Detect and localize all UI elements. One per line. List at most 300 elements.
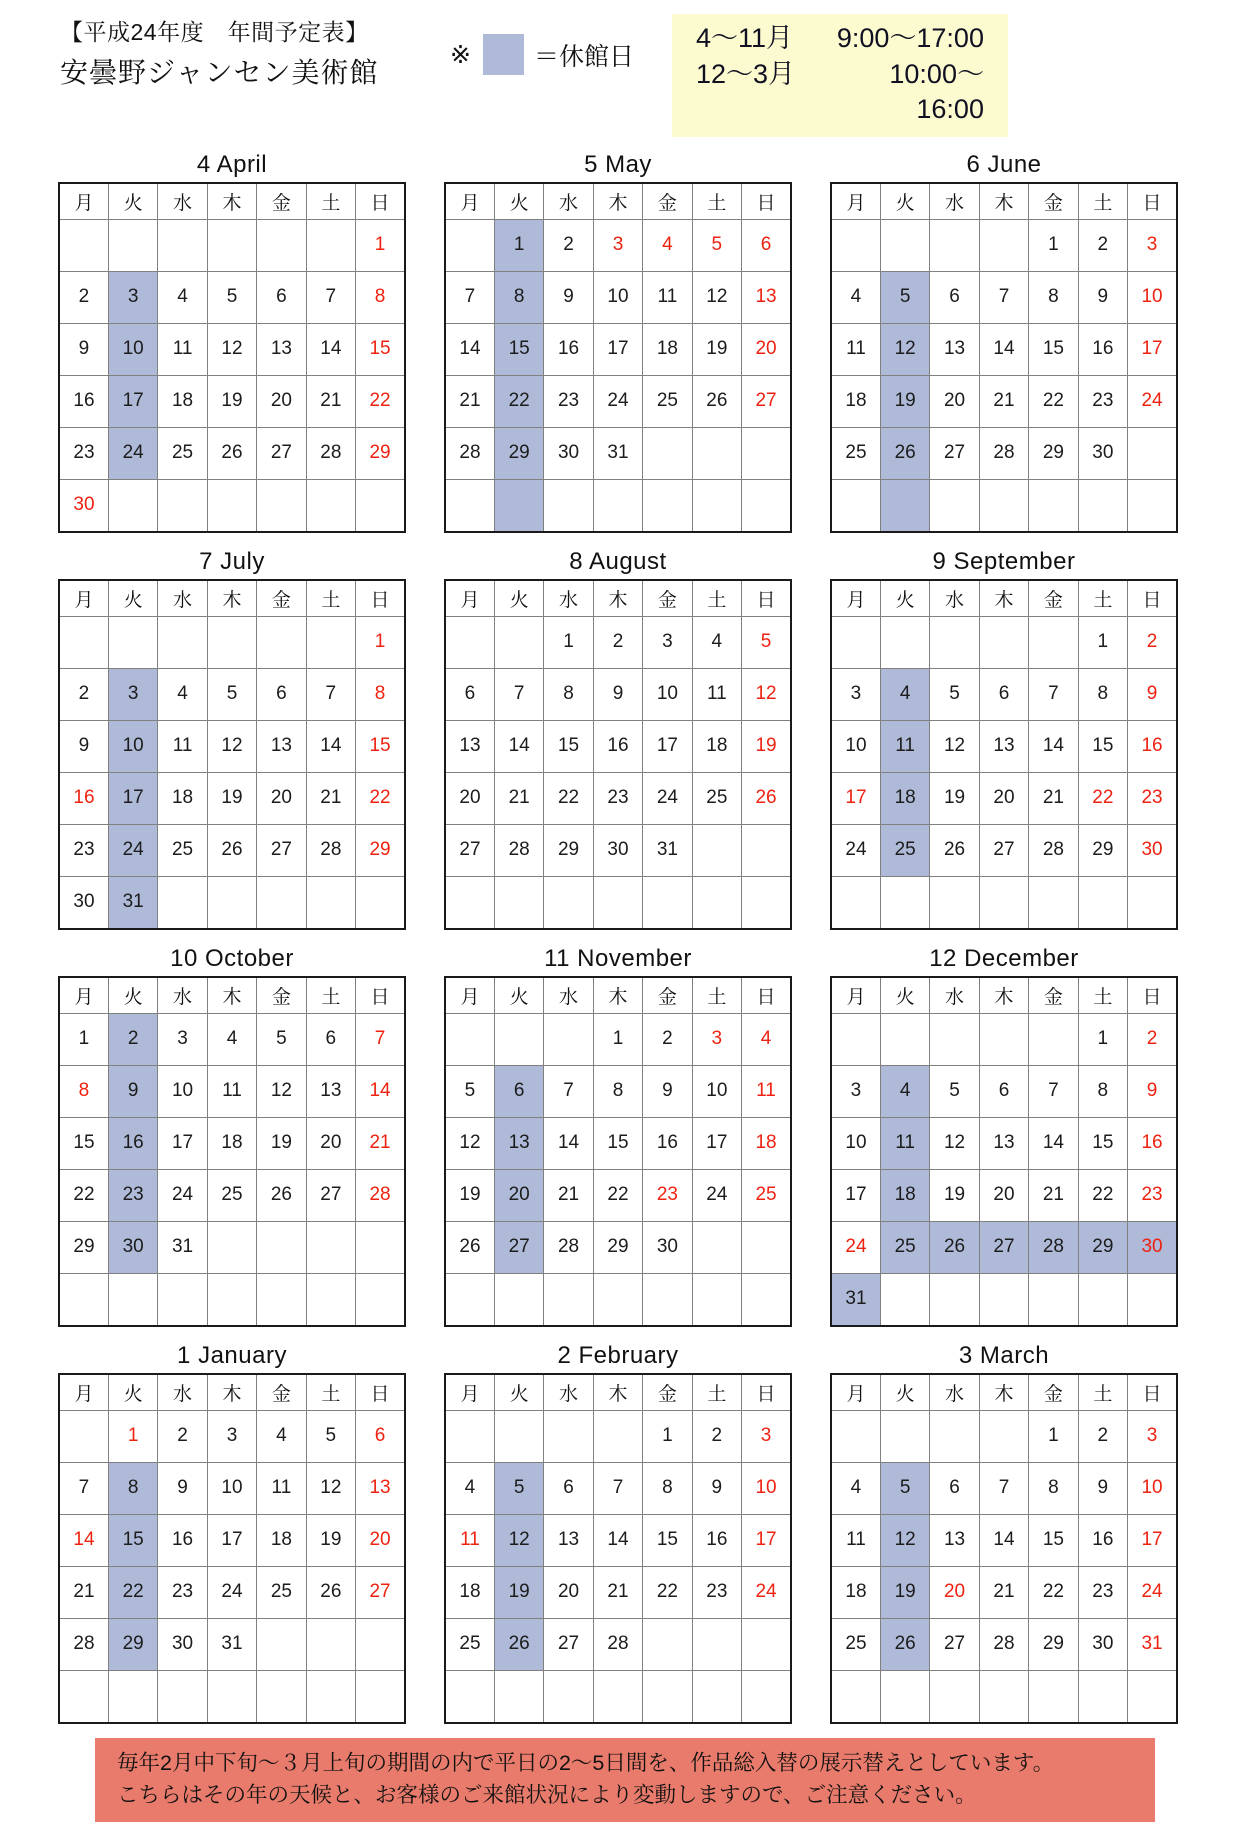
empty-cell (158, 1273, 207, 1326)
closed-day-cell: 16 (108, 1117, 157, 1169)
day-cell: 26 (692, 375, 741, 427)
empty-cell (257, 219, 306, 271)
empty-cell (930, 1670, 979, 1723)
day-cell: 27 (544, 1618, 593, 1670)
month-calendar-table (58, 182, 406, 533)
week-row (59, 1273, 405, 1326)
day-cell: 15 (643, 1514, 692, 1566)
day-cell: 8 (1029, 1462, 1078, 1514)
weekday-header-cell: 木 (207, 1374, 256, 1411)
day-cell: 31 (1128, 1618, 1177, 1670)
month-title: 10 October (170, 944, 294, 972)
day-cell: 21 (356, 1117, 405, 1169)
week-row (59, 323, 405, 375)
day-cell: 21 (445, 375, 494, 427)
closed-day-cell: 24 (108, 824, 157, 876)
day-cell: 20 (356, 1514, 405, 1566)
empty-cell (1128, 876, 1177, 929)
day-cell: 23 (59, 427, 108, 479)
weekday-header-cell: 土 (306, 580, 355, 617)
day-cell: 30 (1078, 1618, 1127, 1670)
empty-cell (158, 219, 207, 271)
closed-day-cell: 31 (831, 1273, 880, 1326)
weekday-header-cell: 金 (643, 183, 692, 220)
weekday-header-cell: 火 (494, 183, 543, 220)
day-cell: 12 (207, 323, 256, 375)
day-cell: 14 (306, 323, 355, 375)
day-cell: 31 (643, 824, 692, 876)
day-cell: 2 (59, 668, 108, 720)
week-row (59, 1013, 405, 1065)
day-cell: 12 (257, 1065, 306, 1117)
weekday-header-cell: 火 (108, 977, 157, 1014)
month-calendar-table (58, 976, 406, 1327)
closed-day-cell: 25 (880, 824, 929, 876)
weekday-header-row (831, 580, 1177, 617)
day-cell: 14 (445, 323, 494, 375)
day-cell: 24 (742, 1566, 791, 1618)
day-cell: 23 (59, 824, 108, 876)
day-cell: 7 (59, 1462, 108, 1514)
week-row (59, 1065, 405, 1117)
empty-cell (445, 1670, 494, 1723)
empty-cell (643, 427, 692, 479)
week-row (831, 323, 1177, 375)
empty-cell (643, 1670, 692, 1723)
month-block (444, 151, 792, 533)
day-cell: 3 (1128, 1410, 1177, 1462)
weekday-header-cell: 月 (831, 977, 880, 1014)
day-cell: 24 (1128, 375, 1177, 427)
day-cell: 9 (1128, 1065, 1177, 1117)
day-cell: 3 (831, 668, 880, 720)
weekday-header-cell: 木 (593, 977, 642, 1014)
weekday-header-cell: 火 (108, 183, 157, 220)
month-calendar-table (58, 579, 406, 930)
month-block (444, 1342, 792, 1724)
day-cell: 25 (207, 1169, 256, 1221)
empty-cell (692, 1618, 741, 1670)
weekday-header-row (445, 183, 791, 220)
day-cell: 4 (445, 1462, 494, 1514)
day-cell: 30 (643, 1221, 692, 1273)
empty-cell (544, 1670, 593, 1723)
day-cell: 7 (306, 668, 355, 720)
empty-cell (979, 219, 1028, 271)
empty-cell (257, 1618, 306, 1670)
day-cell: 11 (158, 720, 207, 772)
weekday-header-cell: 水 (158, 977, 207, 1014)
day-cell: 6 (257, 668, 306, 720)
day-cell: 19 (742, 720, 791, 772)
empty-cell (643, 479, 692, 532)
day-cell: 28 (356, 1169, 405, 1221)
hours-period-dec-mar: 12～3月 (695, 58, 796, 89)
day-cell: 18 (158, 375, 207, 427)
day-cell: 14 (979, 1514, 1028, 1566)
week-row (831, 1462, 1177, 1514)
weekday-header-cell: 水 (158, 1374, 207, 1411)
week-row (59, 1221, 405, 1273)
day-cell: 2 (544, 219, 593, 271)
notice-footer (95, 1738, 1155, 1822)
closed-day-cell: 19 (880, 1566, 929, 1618)
day-cell: 22 (643, 1566, 692, 1618)
weekday-header-cell: 木 (593, 183, 642, 220)
closed-day-legend-label: ＝休館日 (533, 42, 634, 71)
day-cell: 25 (831, 427, 880, 479)
day-cell: 10 (593, 271, 642, 323)
closed-day-cell: 8 (494, 271, 543, 323)
week-row (831, 1273, 1177, 1326)
week-row (445, 1566, 791, 1618)
month-calendar-table (444, 1373, 792, 1724)
closed-day-cell: 4 (880, 668, 929, 720)
empty-cell (979, 1013, 1028, 1065)
day-cell: 8 (643, 1462, 692, 1514)
closed-day-cell: 30 (108, 1221, 157, 1273)
day-cell: 5 (930, 1065, 979, 1117)
day-cell: 27 (979, 824, 1028, 876)
weekday-header-cell: 水 (158, 183, 207, 220)
day-cell: 31 (207, 1618, 256, 1670)
day-cell: 2 (1128, 1013, 1177, 1065)
empty-cell (1029, 1273, 1078, 1326)
closed-day-cell: 17 (108, 375, 157, 427)
day-cell: 4 (831, 271, 880, 323)
day-cell: 9 (643, 1065, 692, 1117)
weekday-header-cell: 日 (356, 580, 405, 617)
empty-cell (979, 1410, 1028, 1462)
week-row (831, 375, 1177, 427)
day-cell: 22 (356, 772, 405, 824)
closed-day-cell: 28 (1029, 1221, 1078, 1273)
day-cell: 10 (158, 1065, 207, 1117)
closed-day-legend (450, 34, 634, 75)
month-title: 3 March (958, 1341, 1050, 1369)
day-cell: 30 (59, 876, 108, 929)
weekday-header-row (831, 977, 1177, 1014)
day-cell: 27 (306, 1169, 355, 1221)
closed-day-cell: 18 (880, 1169, 929, 1221)
day-cell: 5 (207, 668, 256, 720)
empty-cell (831, 219, 880, 271)
day-cell: 14 (494, 720, 543, 772)
weekday-header-cell: 金 (643, 580, 692, 617)
weekday-header-cell: 火 (880, 580, 929, 617)
day-cell: 7 (445, 271, 494, 323)
empty-cell (643, 1273, 692, 1326)
day-cell: 11 (831, 323, 880, 375)
weekday-header-cell: 土 (1078, 580, 1127, 617)
day-cell: 25 (831, 1618, 880, 1670)
week-row (831, 479, 1177, 532)
empty-cell (257, 1273, 306, 1326)
week-row (445, 1169, 791, 1221)
empty-cell (257, 1670, 306, 1723)
day-cell: 2 (59, 271, 108, 323)
day-cell: 26 (207, 824, 256, 876)
weekday-header-cell: 火 (108, 1374, 157, 1411)
month-block (830, 548, 1178, 930)
day-cell: 10 (742, 1462, 791, 1514)
day-cell: 13 (544, 1514, 593, 1566)
weekday-header-cell: 水 (930, 977, 979, 1014)
day-cell: 11 (158, 323, 207, 375)
day-cell: 26 (445, 1221, 494, 1273)
day-cell: 25 (742, 1169, 791, 1221)
weekday-header-cell: 木 (207, 183, 256, 220)
day-cell: 1 (108, 1410, 157, 1462)
weekday-header-cell: 月 (831, 1374, 880, 1411)
weekday-header-cell: 土 (1078, 977, 1127, 1014)
weekday-header-cell: 土 (692, 1374, 741, 1411)
day-cell: 20 (930, 375, 979, 427)
day-cell: 25 (257, 1566, 306, 1618)
month-calendar-table (830, 1373, 1178, 1724)
day-cell: 3 (643, 616, 692, 668)
empty-cell (593, 479, 642, 532)
day-cell: 17 (643, 720, 692, 772)
day-cell: 1 (1078, 1013, 1127, 1065)
day-cell: 22 (1078, 772, 1127, 824)
day-cell: 24 (831, 824, 880, 876)
day-cell: 14 (593, 1514, 642, 1566)
weekday-header-cell: 金 (257, 183, 306, 220)
day-cell: 13 (979, 720, 1028, 772)
empty-cell (445, 1013, 494, 1065)
weekday-header-cell: 日 (742, 183, 791, 220)
closed-day-cell: 10 (108, 720, 157, 772)
closed-day-cell: 29 (108, 1618, 157, 1670)
day-cell: 3 (831, 1065, 880, 1117)
day-cell: 4 (831, 1462, 880, 1514)
day-cell: 16 (1078, 1514, 1127, 1566)
week-row (445, 1462, 791, 1514)
week-row (831, 824, 1177, 876)
day-cell: 8 (1029, 271, 1078, 323)
empty-cell (1029, 616, 1078, 668)
day-cell: 20 (544, 1566, 593, 1618)
closed-day-cell: 22 (108, 1566, 157, 1618)
closed-day-cell: 2 (108, 1013, 157, 1065)
day-cell: 14 (306, 720, 355, 772)
day-cell: 29 (1029, 427, 1078, 479)
day-cell: 10 (1128, 271, 1177, 323)
day-cell: 1 (356, 219, 405, 271)
month-block (444, 548, 792, 930)
empty-cell (544, 876, 593, 929)
empty-cell (445, 219, 494, 271)
day-cell: 18 (445, 1566, 494, 1618)
empty-cell (59, 1273, 108, 1326)
day-cell: 18 (831, 375, 880, 427)
weekday-header-cell: 火 (494, 1374, 543, 1411)
month-calendar-table (830, 579, 1178, 930)
empty-cell (930, 616, 979, 668)
day-cell: 20 (257, 772, 306, 824)
day-cell: 15 (59, 1117, 108, 1169)
empty-cell (1029, 876, 1078, 929)
empty-cell (930, 876, 979, 929)
empty-cell (692, 1221, 741, 1273)
month-title: 8 August (569, 547, 667, 575)
day-cell: 1 (643, 1410, 692, 1462)
empty-cell (356, 876, 405, 929)
empty-cell (1078, 479, 1127, 532)
closed-day-cell: 11 (880, 720, 929, 772)
weekday-header-cell: 月 (831, 183, 880, 220)
day-cell: 21 (979, 375, 1028, 427)
closed-day-cell: 1 (494, 219, 543, 271)
day-cell: 9 (59, 720, 108, 772)
empty-cell (742, 427, 791, 479)
day-cell: 22 (356, 375, 405, 427)
closed-day-cell: 25 (880, 1221, 929, 1273)
weekday-header-cell: 土 (692, 580, 741, 617)
day-cell: 29 (59, 1221, 108, 1273)
week-row (59, 1566, 405, 1618)
closed-day-cell: 27 (494, 1221, 543, 1273)
week-row (831, 1221, 1177, 1273)
week-row (59, 1169, 405, 1221)
closed-day-cell: 17 (108, 772, 157, 824)
day-cell: 6 (930, 1462, 979, 1514)
day-cell: 8 (544, 668, 593, 720)
week-row (445, 1065, 791, 1117)
day-cell: 9 (593, 668, 642, 720)
empty-cell (257, 1221, 306, 1273)
day-cell: 19 (445, 1169, 494, 1221)
closed-day-cell: 15 (108, 1514, 157, 1566)
month-calendar-table (830, 182, 1178, 533)
weekday-header-cell: 月 (831, 580, 880, 617)
weekday-header-cell: 木 (207, 580, 256, 617)
empty-cell (207, 1221, 256, 1273)
day-cell: 6 (979, 1065, 1028, 1117)
closed-day-cell: 20 (494, 1169, 543, 1221)
day-cell: 7 (593, 1462, 642, 1514)
day-cell: 20 (979, 772, 1028, 824)
week-row (445, 772, 791, 824)
empty-cell (445, 876, 494, 929)
day-cell: 3 (742, 1410, 791, 1462)
day-cell: 17 (1128, 1514, 1177, 1566)
empty-cell (1128, 427, 1177, 479)
hours-row-dec-mar (696, 57, 984, 128)
day-cell: 26 (207, 427, 256, 479)
day-cell: 18 (831, 1566, 880, 1618)
empty-cell (1078, 1273, 1127, 1326)
empty-cell (930, 479, 979, 532)
day-cell: 8 (1078, 668, 1127, 720)
closed-day-cell: 12 (880, 323, 929, 375)
day-cell: 11 (742, 1065, 791, 1117)
day-cell: 2 (643, 1013, 692, 1065)
day-cell: 19 (207, 772, 256, 824)
day-cell: 1 (1029, 219, 1078, 271)
day-cell: 30 (593, 824, 642, 876)
weekday-header-cell: 月 (445, 580, 494, 617)
legend-asterisk: ※ (450, 40, 471, 69)
day-cell: 1 (1029, 1410, 1078, 1462)
day-cell: 10 (692, 1065, 741, 1117)
day-cell: 27 (742, 375, 791, 427)
day-cell: 9 (1078, 1462, 1127, 1514)
day-cell: 12 (306, 1462, 355, 1514)
day-cell: 9 (1078, 271, 1127, 323)
day-cell: 4 (643, 219, 692, 271)
day-cell: 6 (742, 219, 791, 271)
day-cell: 5 (930, 668, 979, 720)
week-row (445, 1273, 791, 1326)
day-cell: 18 (207, 1117, 256, 1169)
week-row (831, 271, 1177, 323)
empty-cell (1029, 1670, 1078, 1723)
week-row (59, 1670, 405, 1723)
day-cell: 27 (445, 824, 494, 876)
weekday-header-row (445, 580, 791, 617)
day-cell: 4 (742, 1013, 791, 1065)
day-cell: 22 (59, 1169, 108, 1221)
day-cell: 2 (158, 1410, 207, 1462)
empty-cell (158, 876, 207, 929)
day-cell: 7 (356, 1013, 405, 1065)
week-row (59, 1410, 405, 1462)
day-cell: 13 (930, 1514, 979, 1566)
empty-cell (880, 1013, 929, 1065)
day-cell: 20 (979, 1169, 1028, 1221)
empty-cell (207, 1670, 256, 1723)
day-cell: 22 (1029, 1566, 1078, 1618)
week-row (831, 1670, 1177, 1723)
month-block (444, 945, 792, 1327)
empty-cell (108, 479, 157, 532)
closed-day-cell: 5 (880, 1462, 929, 1514)
day-cell: 12 (930, 1117, 979, 1169)
day-cell: 15 (356, 323, 405, 375)
closed-day-cell: 12 (880, 1514, 929, 1566)
day-cell: 18 (692, 720, 741, 772)
day-cell: 16 (59, 375, 108, 427)
day-cell: 6 (257, 271, 306, 323)
week-row (831, 668, 1177, 720)
day-cell: 30 (1078, 427, 1127, 479)
day-cell: 13 (979, 1117, 1028, 1169)
closed-day-cell: 6 (494, 1065, 543, 1117)
closed-day-cell: 3 (108, 668, 157, 720)
closed-day-cell: 5 (494, 1462, 543, 1514)
day-cell: 24 (643, 772, 692, 824)
week-row (59, 668, 405, 720)
day-cell: 15 (1078, 720, 1127, 772)
day-cell: 13 (306, 1065, 355, 1117)
day-cell: 28 (59, 1618, 108, 1670)
day-cell: 15 (1029, 323, 1078, 375)
day-cell: 6 (979, 668, 1028, 720)
empty-cell (979, 479, 1028, 532)
closed-day-cell: 5 (880, 271, 929, 323)
day-cell: 5 (257, 1013, 306, 1065)
week-row (445, 1221, 791, 1273)
month-block (58, 548, 406, 930)
empty-cell (692, 479, 741, 532)
weekday-header-cell: 土 (306, 1374, 355, 1411)
month-title: 7 July (199, 547, 265, 575)
day-cell: 12 (742, 668, 791, 720)
week-row (445, 271, 791, 323)
day-cell: 21 (494, 772, 543, 824)
